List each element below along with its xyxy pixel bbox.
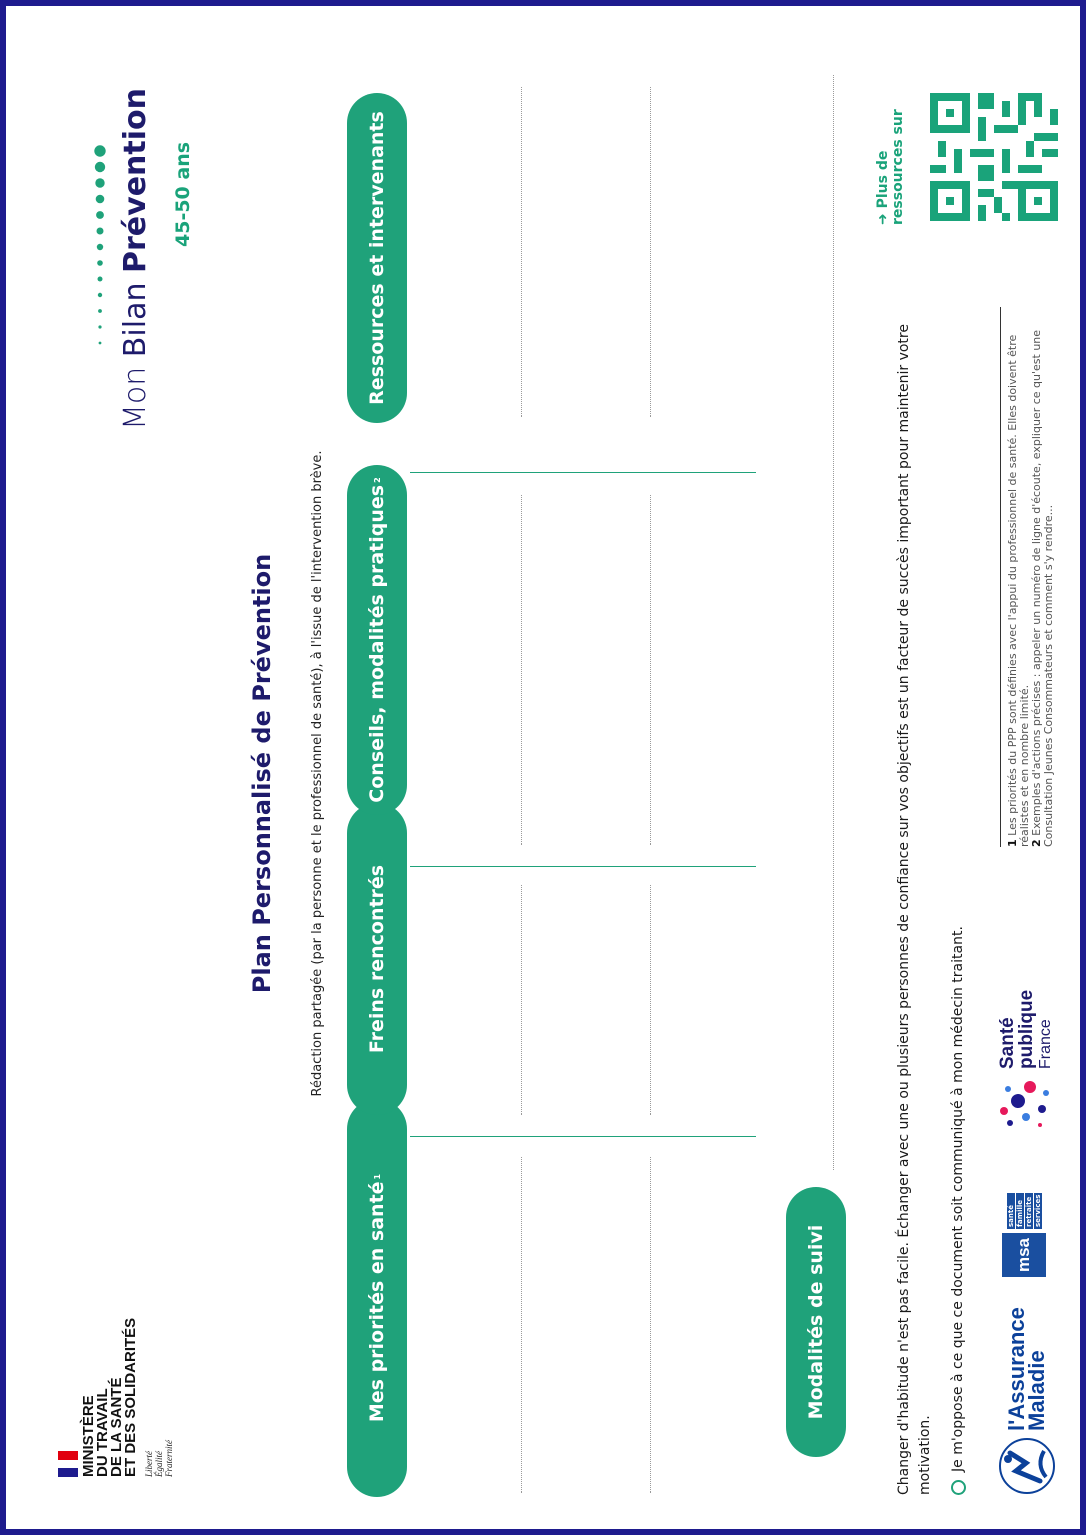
section-obstacles [347, 803, 407, 1115]
footnote-1-text: Les priorités du PPP sont définies avec l'appui du professionnel de santé. Elles doivent être réalistes et en nombre limité. [1006, 334, 1031, 847]
writing-line [521, 87, 522, 417]
footnote-2-text: Exemples d'actions précises : appeler un numéro de ligne d'écoute, expliquer ce qu'est une Consultation Jeunes Consommateurs et comment s'y rendre... [1030, 329, 1055, 847]
writing-line [650, 495, 651, 845]
column-separator [410, 1136, 756, 1137]
motto-line: Égalité [154, 1451, 164, 1477]
assurance-line: Maladie [1024, 1350, 1049, 1431]
more-resources-line [876, 109, 891, 225]
footnote-ref: 1 [372, 1173, 382, 1180]
ministry-line: DE LA SANTÉ [108, 1377, 125, 1477]
consent-label: Je m'oppose à ce que ce document soit communiqué à mon médecin traitant. [950, 926, 966, 1472]
more-resources-text: Plus de [875, 150, 891, 209]
ministry-line: DU TRAVAIL [94, 1388, 111, 1477]
spf-line: France [1036, 1019, 1054, 1069]
msa-logo [1002, 1193, 1046, 1277]
msa-mark-text: msa [1014, 1237, 1033, 1273]
dots-decoration-icon [90, 137, 110, 347]
spf-line: Santé [996, 1017, 1018, 1069]
spf-dots-icon [996, 1077, 1056, 1133]
footnotes [1000, 307, 1055, 847]
ministry-line: ET DES SOLIDARITÉS [122, 1317, 139, 1477]
msa-mark [1002, 1233, 1046, 1277]
writing-line [650, 1157, 651, 1493]
arrow-right-icon: ➜ [875, 213, 891, 225]
assurance-line: l'Assurance [1004, 1307, 1029, 1431]
section-label: Conseils, modalités pratiques [366, 484, 388, 803]
rotated-content [12, 12, 1086, 1535]
footnote-ref: 2 [372, 477, 382, 483]
msa-word: services [1033, 1194, 1042, 1227]
writing-line [650, 87, 651, 417]
section-advice [347, 465, 407, 815]
age-range: 45-50 ans [172, 141, 194, 247]
section-label: Ressources et intervenants [366, 111, 388, 405]
writing-line [521, 885, 522, 1115]
section-label: Mes priorités en santé [366, 1181, 388, 1423]
footnote-1-number: 1 [1006, 839, 1019, 847]
writing-line [833, 75, 834, 1170]
footnote-2-number: 2 [1030, 839, 1043, 847]
writing-line [521, 1157, 522, 1493]
brand-bilan: Bilan [118, 282, 153, 358]
writing-line [650, 885, 651, 1115]
msa-word: retraite [1025, 1193, 1033, 1229]
consent-row [950, 926, 966, 1495]
section-label: Modalités de suivi [805, 1224, 827, 1420]
assurance-maladie-icon [996, 1437, 1058, 1495]
brand-prefix: Mon [118, 366, 153, 430]
writing-line [521, 495, 522, 845]
ministry-logo [58, 1297, 174, 1477]
page-title: Plan Personnalisé de Prévention [248, 553, 276, 994]
brand-prevention: Prévention [118, 88, 153, 273]
consent-checkbox[interactable] [951, 1480, 966, 1495]
brand-dots [90, 137, 110, 347]
motivation-text: Changer d'habitude n'est pas facile. Échanger avec une ou plusieurs personnes de confiance sur vos objectifs est un facteur de succès important pour maintenir votre motivation. [896, 324, 933, 1495]
spf-line: publique [1015, 989, 1037, 1069]
qr-code-icon[interactable] [930, 93, 1058, 221]
more-resources-line: ressources sur [890, 109, 906, 225]
section-resources [347, 93, 407, 423]
footnote-2 [1031, 307, 1055, 847]
ministry-line: MINISTÈRE [80, 1395, 97, 1477]
motto-line: Liberté [144, 1451, 154, 1477]
page-subtitle: Rédaction partagée (par la personne et le professionnel de santé), à l'issue de l'intervention brève. [310, 450, 325, 1097]
msa-word: santé [1007, 1193, 1015, 1229]
column-separator [410, 472, 756, 473]
assurance-maladie-logo [996, 1307, 1058, 1495]
section-followup [786, 1187, 846, 1457]
msa-word: famille [1016, 1193, 1024, 1229]
sante-publique-france-logo [996, 990, 1056, 1133]
section-label: Freins rencontrés [366, 864, 388, 1054]
brand-title [118, 10, 153, 430]
column-separator [410, 866, 756, 867]
marianne-flag-icon [58, 1451, 78, 1477]
footnote-1 [1007, 307, 1031, 847]
more-resources [876, 109, 906, 225]
section-priorities [347, 1099, 407, 1497]
motto-line: Fraternité [164, 1440, 174, 1477]
